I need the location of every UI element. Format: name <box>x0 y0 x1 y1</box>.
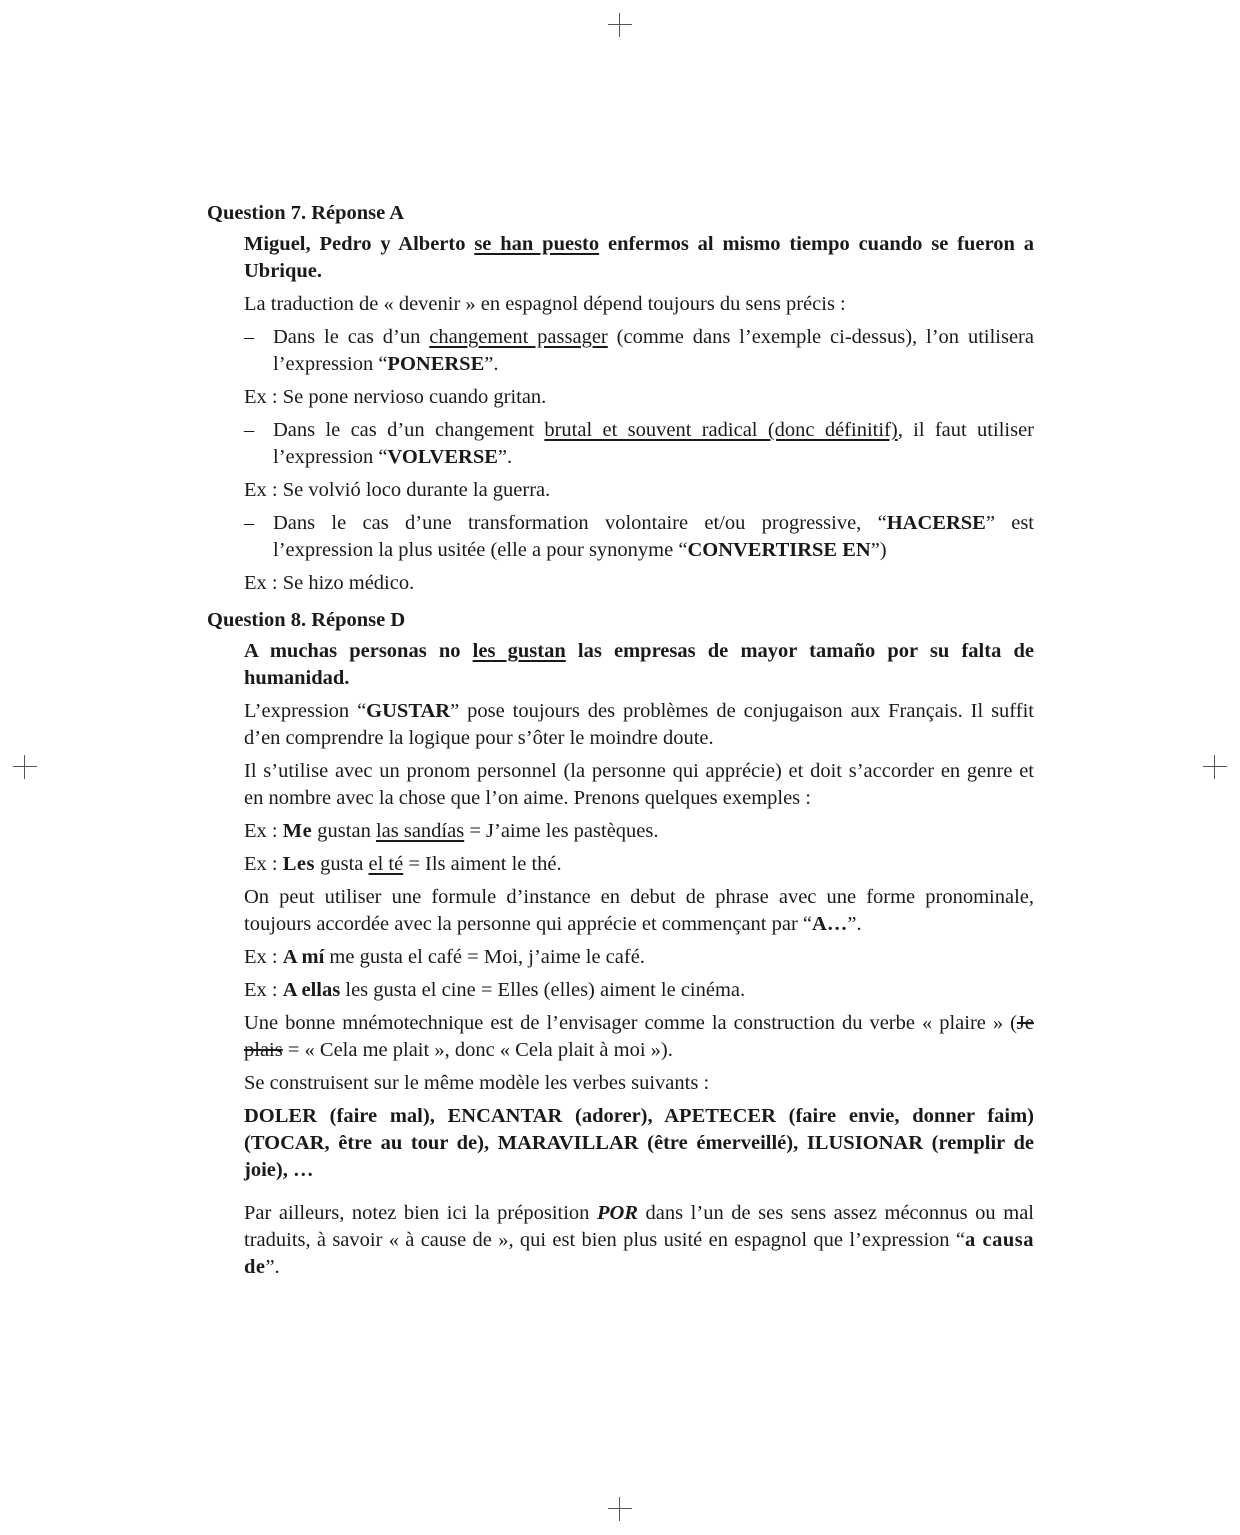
text: ”. <box>265 1256 280 1278</box>
q8-paragraph-formula <box>244 884 1034 938</box>
crop-mark-left <box>13 755 37 779</box>
question-7-heading: Question 7. Réponse A <box>207 202 405 224</box>
bold-italic-text: POR <box>596 1202 638 1224</box>
bold-text: A… <box>812 913 848 935</box>
bold-text: HACERSE <box>886 512 986 534</box>
text: Ex : <box>244 946 283 968</box>
text: Une bonne mnémotechnique est de l’envisager comme la construction du verbe « plaire » ( <box>244 1012 1017 1034</box>
q8-example-2 <box>244 851 1034 878</box>
text: = Ils aiment le thé. <box>403 853 562 875</box>
q7-list-item-ponerse <box>244 324 1034 378</box>
text: , il faut utiliser l’expression “ <box>273 419 1034 468</box>
text: (comme dans l’exemple ci-dessus), l’on utilisera l’expression “ <box>273 326 1034 375</box>
q8-paragraph-por <box>244 1200 1034 1281</box>
q7-sentence-part: enfermos al mismo tiempo cuando se fueron a Ubrique. <box>244 233 1034 282</box>
strikethrough-text: Je plais <box>244 1012 1034 1061</box>
text: Dans le cas d’un changement <box>273 419 545 441</box>
bold-text: A mí <box>282 946 325 968</box>
q8-verb-list: DOLER (faire mal), ENCANTAR (adorer), APETECER (faire envie, donner faim) (TOCAR, être au tour de), MARAVILLAR (être émerveillé), ILUSIONAR (remplir de joie), … <box>244 1105 1034 1181</box>
q8-example-1 <box>244 818 1034 845</box>
crop-mark-top <box>608 13 632 37</box>
q8-example-3 <box>244 944 1034 971</box>
q8-example-4 <box>244 977 1034 1004</box>
bold-text: Les <box>282 853 315 875</box>
text: ” pose toujours des problèmes de conjugaison aux Français. Il suffit d’en comprendre la logique pour s’ôter le moindre doute. <box>244 700 1034 749</box>
q7-example-2: Ex : Se volvió loco durante la guerra. <box>244 479 551 501</box>
text: = J’aime les pastèques. <box>464 820 659 842</box>
crop-mark-bottom <box>608 1497 632 1521</box>
q8-paragraph-gustar <box>244 698 1034 752</box>
text: ” est l’expression la plus usitée (elle a pour synonyme “ <box>273 512 1035 561</box>
text: gustan <box>312 820 376 842</box>
q7-list-item-volverse <box>244 417 1034 471</box>
bold-text: A ellas <box>282 979 341 1001</box>
text: ”. <box>497 446 513 468</box>
q7-sentence-part: Miguel, Pedro y Alberto <box>244 233 475 255</box>
q8-sentence-part: A muchas personas no <box>244 640 473 662</box>
question-7-body <box>244 231 1034 597</box>
text: Ex : <box>244 979 283 1001</box>
text: Ex : <box>244 853 283 875</box>
text: ”. <box>847 913 862 935</box>
underline-text: el té <box>368 853 404 875</box>
q8-paragraph-mnemonic <box>244 1010 1034 1064</box>
q7-sentence <box>244 231 1034 285</box>
text: ”. <box>484 353 499 375</box>
bold-text: a causa de <box>244 1229 1034 1278</box>
text: Par ailleurs, notez bien ici la préposition <box>244 1202 597 1224</box>
q8-sentence-part: las empresas de mayor tamaño por su falta de humanidad. <box>244 640 1035 689</box>
text: gusta <box>314 853 369 875</box>
text: L’expression “ <box>244 700 367 722</box>
page-content <box>207 200 1034 1287</box>
text: Dans le cas d’un <box>273 326 430 348</box>
text: les gusta el cine = Elles (elles) aiment le cinéma. <box>340 979 746 1001</box>
q8-paragraph-pronoun: Il s’utilise avec un pronom personnel (la personne qui apprécie) et doit s’accorder en genre et en nombre avec la chose que l’on aime. Prenons quelques exemples : <box>244 760 1034 809</box>
q8-paragraph-model: Se construisent sur le même modèle les verbes suivants : <box>244 1072 710 1094</box>
bold-text: PONERSE <box>387 353 485 375</box>
crop-mark-right <box>1203 755 1227 779</box>
q8-sentence <box>244 638 1034 692</box>
text: me gusta el café = Moi, j’aime le café. <box>324 946 645 968</box>
text: dans l’un de ses sens assez méconnus ou mal traduits, à savoir « à cause de », qui est bien plus usité en espagnol que l’expression “ <box>244 1202 1034 1251</box>
q7-list-item-hacerse <box>244 510 1034 564</box>
q7-intro: La traduction de « devenir » en espagnol dépend toujours du sens précis : <box>244 293 846 315</box>
q7-example-1: Ex : Se pone nervioso cuando gritan. <box>244 386 547 408</box>
bold-text: VOLVERSE <box>387 446 498 468</box>
underline-text: brutal et souvent radical (donc définitif) <box>544 419 898 441</box>
underline-text: changement passager <box>429 326 608 348</box>
text: = « Cela me plait », donc « Cela plait à moi »). <box>282 1039 673 1061</box>
q7-sentence-underline: se han puesto <box>474 233 600 255</box>
bold-text: GUSTAR <box>366 700 451 722</box>
question-8-body <box>244 638 1034 1281</box>
text: ”) <box>870 539 887 561</box>
q7-example-3: Ex : Se hizo médico. <box>244 572 415 594</box>
question-8-heading: Question 8. Réponse D <box>207 609 406 631</box>
text: On peut utiliser une formule d’instance en debut de phrase avec une forme pronominale, toujours accordée avec la personne qui apprécie et commençant par “ <box>244 886 1034 935</box>
bold-text: Me <box>282 820 313 842</box>
text: Dans le cas d’une transformation volontaire et/ou progressive, “ <box>273 512 887 534</box>
text: Ex : <box>244 820 283 842</box>
underline-text: las sandías <box>375 820 465 842</box>
bold-text: CONVERTIRSE EN <box>687 539 871 561</box>
q8-sentence-underline: les gustan <box>472 640 566 662</box>
